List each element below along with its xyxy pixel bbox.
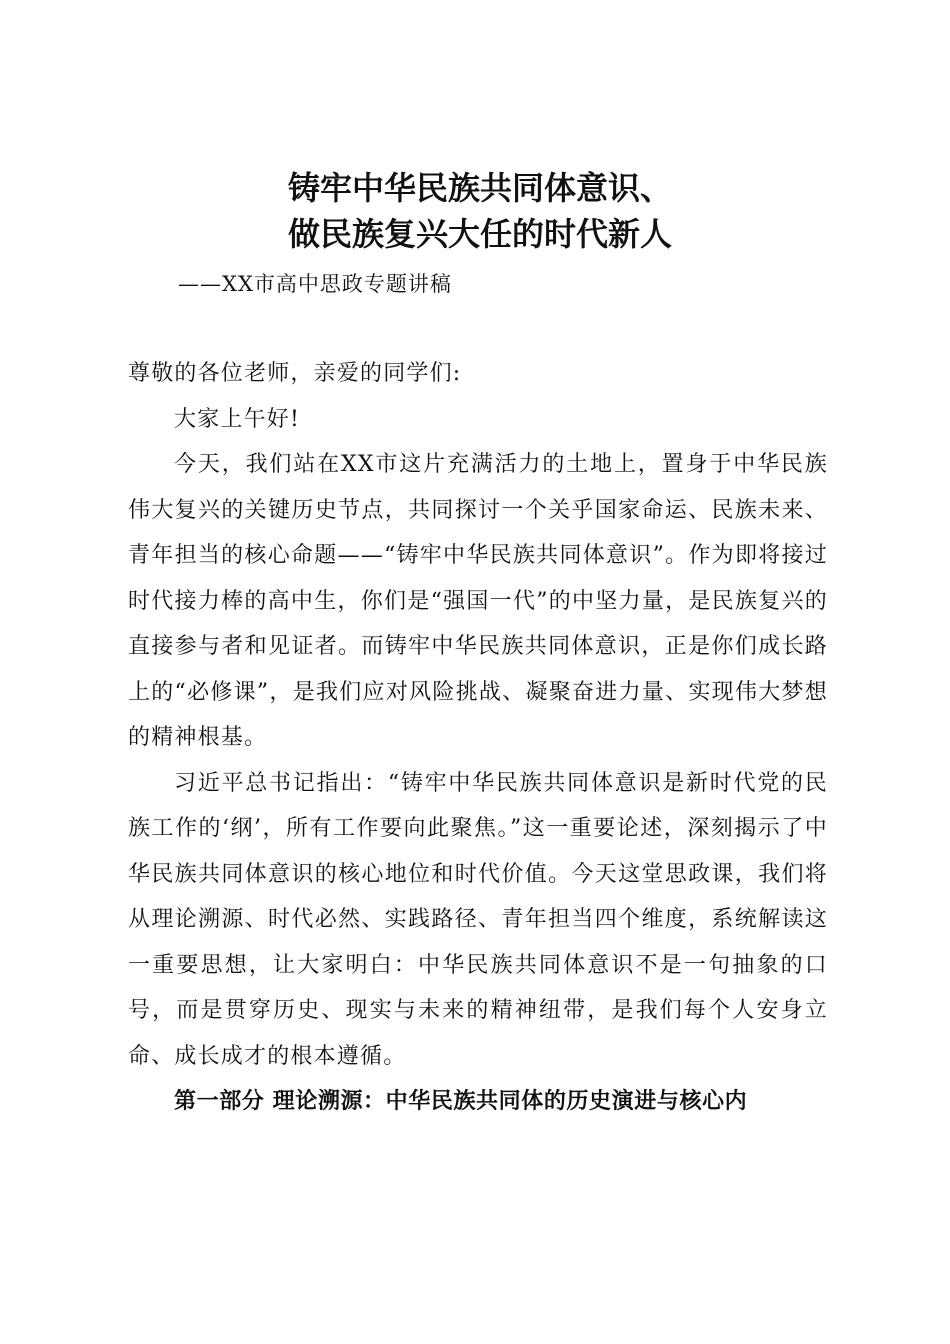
document-subtitle: ——XX市高中思政专题讲稿 <box>178 272 452 296</box>
paragraph-1: 今天，我们站在XX市这片充满活力的土地上，置身于中华民族伟大复兴的关键历史节点，共同探讨一个关乎国家命运、民族未来、青年担当的核心命题——“铸牢中华民族共同体意识”。作为即将接过时代接力棒的高中生，你们是“强国一代”的中坚力量，是民族复兴的直接参与者和见证者。而铸牢中华民族共同体意识，正是你们成长路上的“必修课”，是我们应对风险挑战、凝聚奋进力量、实现伟大梦想的精神根基。 <box>128 452 828 750</box>
document-title-line-2: 做民族复兴大任的时代新人 <box>287 215 672 253</box>
document-body <box>128 351 828 1125</box>
salutation: 尊敬的各位老师，亲爱的同学们: <box>128 361 462 386</box>
greeting: 大家上午好! <box>174 406 301 432</box>
section-heading: 第一部分 理论溯源：中华民族共同体的历史演进与核心内 <box>174 1089 748 1114</box>
document-title-line-1: 铸牢中华民族共同体意识、 <box>287 169 672 207</box>
paragraph-2: 习近平总书记指出：“铸牢中华民族共同体意识是新时代党的民族工作的‘纲’，所有工作要向此聚焦。”这一重要论述，深刻揭示了中华民族共同体意识的核心地位和时代价值。今天这堂思政课，我们将从理论溯源、时代必然、实践路径、青年担当四个维度，系统解读这一重要思想，让大家明白：中华民族共同体意识不是一句抽象的口号，而是贯穿历史、现实与未来的精神纽带，是我们每个人安身立命、成长成才的根本遵循。 <box>128 770 828 1069</box>
